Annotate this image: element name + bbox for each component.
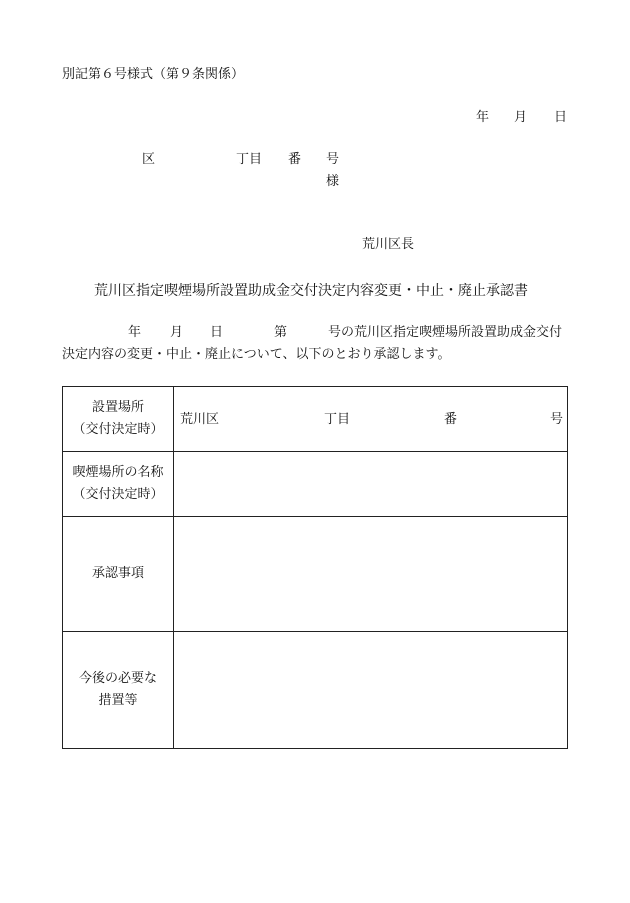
addressee-chome: 丁目 bbox=[236, 152, 263, 167]
table-row bbox=[63, 387, 568, 452]
place-name-label-line2: （交付決定時） bbox=[72, 487, 164, 502]
location-ban: 番 bbox=[444, 412, 458, 427]
document-title: 荒川区指定喫煙場所設置助成金交付決定内容変更・中止・廃止承認書 bbox=[94, 283, 528, 299]
future-measures-label-line2: 措置等 bbox=[98, 693, 138, 708]
location-label-line2: （交付決定時） bbox=[72, 422, 164, 437]
place-name-value[interactable] bbox=[174, 452, 568, 517]
future-measures-label-line1: 今後の必要な bbox=[78, 671, 157, 686]
approval-items-value[interactable] bbox=[174, 517, 568, 632]
location-label bbox=[63, 387, 174, 452]
approval-items-label bbox=[63, 517, 174, 632]
table-row bbox=[63, 632, 568, 749]
date-day: 日 bbox=[554, 110, 568, 125]
location-ward: 荒川区 bbox=[180, 412, 220, 427]
addressee-ban: 番 bbox=[288, 152, 302, 167]
form-reference: 別記第６号様式（第９条関係） bbox=[62, 67, 245, 82]
body-month: 月 bbox=[170, 325, 184, 340]
location-chome: 丁目 bbox=[324, 412, 351, 427]
body-dai: 第 bbox=[274, 325, 288, 340]
place-name-label bbox=[63, 452, 174, 517]
table-row bbox=[63, 517, 568, 632]
date-month: 月 bbox=[514, 110, 528, 125]
future-measures-value[interactable] bbox=[174, 632, 568, 749]
body-year: 年 bbox=[128, 325, 142, 340]
addressee-ward: 区 bbox=[142, 152, 156, 167]
body-day: 日 bbox=[210, 325, 224, 340]
location-value[interactable] bbox=[174, 387, 568, 452]
approval-items-label-text: 承認事項 bbox=[91, 566, 144, 581]
body-line2: 決定内容の変更・中止・廃止について、以下のとおり承認します。 bbox=[62, 347, 451, 362]
addressee-go: 号 bbox=[326, 152, 340, 167]
approval-table bbox=[62, 386, 568, 749]
location-label-line1: 設置場所 bbox=[91, 400, 144, 415]
place-name-label-line1: 喫煙場所の名称 bbox=[72, 465, 164, 480]
location-go: 号 bbox=[550, 412, 564, 427]
date-year: 年 bbox=[476, 110, 490, 125]
addressee-sama: 様 bbox=[326, 174, 340, 189]
body-line1-tail: 号の荒川区指定喫煙場所設置助成金交付 bbox=[328, 325, 563, 340]
future-measures-label bbox=[63, 632, 174, 749]
issuer: 荒川区長 bbox=[362, 237, 415, 252]
table-row bbox=[63, 452, 568, 517]
